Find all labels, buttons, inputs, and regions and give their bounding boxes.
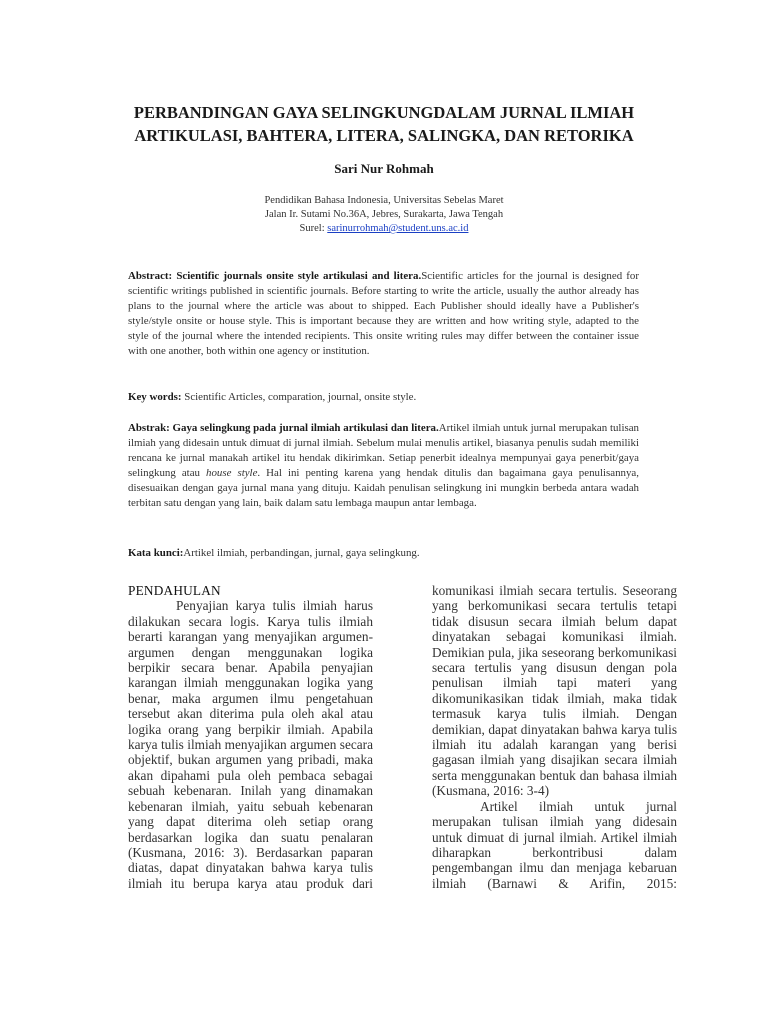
body-paragraph: Artikel ilmiah untuk jurnal merupakan tulisan ilmiah yang didesain untuk dimuat di jurnal ilmiah. Artikel ilmiah diharapkan berkontribusi dalam pengembangan ilmu dan menjaga kebaruan ilmiah (Barnawi & Arifin, 2015: <box>432 798 677 891</box>
email-link[interactable]: sarinurrohmah@student.uns.ac.id <box>327 223 469 234</box>
abstract-lead: Scientific journals onsite style artikulasi and litera. <box>172 270 422 282</box>
abstrak-body-part1: Artikel ilmiah untuk jurnal merupakan tulisan ilmiah yang didesain untuk dimuat di jurnal ilmiah. Sebelum mulai menulis artikel, biasanya penulis sudah memiliki rencana ke jurnal manakah artikel itu hendak dikirimkan. Setiap penerbit idealnya mempunyai gaya penerbit/gaya selingkung atau <box>128 422 639 479</box>
kata-kunci-label: Kata kunci: <box>128 547 184 559</box>
abstract-indonesian <box>128 421 639 511</box>
kata-kunci-text: Artikel ilmiah, perbandingan, jurnal, gaya selingkung. <box>183 547 420 559</box>
abstract-english <box>128 269 639 359</box>
body-right-column <box>432 583 677 891</box>
affiliation-line-1: Pendidikan Bahasa Indonesia, Universitas Sebelas Maret <box>264 195 504 206</box>
author-name: Sari Nur Rohmah <box>334 161 434 176</box>
section-heading: PENDAHULAN <box>128 583 221 598</box>
keywords-english <box>128 390 639 405</box>
body-paragraph: Penyajian karya tulis ilmiah harus dilakukan secara logis. Karya tulis ilmiah berarti karangan yang menyajikan argumen-argumen dengan menggunakan logika berpikir secara benar. Apabila penyajian karangan ilmiah menggunakan logika yang benar, maka argumen ilmu pengetahuan tersebut akan diterima pula oleh akal atau logika orang yang berpikir ilmiah. Apabila karya tulis ilmiah menyajikan argumen secara objektif, bukan argumen yang pribadi, maka akan dipahami pula oleh pembaca sebagai sebuah kebenaran. Inilah yang dinamakan kebenaran ilmiah, yaitu sebuah kebenaran yang dapat diterima oleh setiap orang berdasarkan logika dan suatu penalaran (Kusmana, 2016: 3). Berdasarkan paparan diatas, dapat dinyatakan bahwa karya tulis ilmiah itu berupa karya atau produk dari <box>128 598 373 891</box>
email-label: Surel: <box>299 223 328 234</box>
affiliation-line-2: Jalan Ir. Sutami No.36A, Jebres, Surakarta, Jawa Tengah <box>264 209 504 220</box>
abstrak-label: Abstrak: <box>128 422 170 434</box>
abstract-label: Abstract: <box>128 270 173 282</box>
email-line <box>0 222 768 236</box>
abstrak-lead: Gaya selingkung pada jurnal ilmiah artikulasi dan litera. <box>169 422 439 434</box>
keywords-indonesian <box>128 546 639 561</box>
abstract-body: Scientific articles for the journal is designed for scientific writings published in scientific journals. Before starting to write the article, usually the author already has plans to the journal where the article was about to shipped. Each Publisher should ideally have a Publisher's style/style onsite or house style. This is important because they are written and how writing style, adapted to the style of the journal where the intended recipients. This onsite writing rules may differ between the container issue with one another, both within one agency or institution. <box>128 270 639 357</box>
abstrak-body-part2: . Hal ini penting karena yang hendak ditulis dan bagaimana gaya penulisannya, disesuaikan dengan gaya jurnal mana yang dituju. Kaidah penulisan selingkung ini mungkin berbeda antara wadah terbitan satu dengan yang lain, baik dalam satu lembaga maupun antar lembaga. <box>128 467 639 509</box>
body-paragraph: komunikasi ilmiah secara tertulis. Seseorang yang berkomunikasi secara tertulis tetapi tidak disusun secara ilmiah belum dapat dinyatakan sebagai komunikasi ilmiah. Demikian pula, jika seseorang berkomunikasi secara tertulis yang disusun dengan pola penulisan ilmiah tapi materi yang dikomunikasikan tidak ilmiah, maka tidak termasuk karya tulis ilmiah. Dengan demikian, dapat dinyatakan bahwa karya tulis ilmiah itu adalah karangan yang berisi gagasan ilmiah yang disajikan secara ilmiah serta menggunakan bentuk dan bahasa ilmiah (Kusmana, 2016: 3-4) <box>432 583 677 799</box>
keywords-label: Key words: <box>128 391 182 403</box>
affiliation <box>0 194 768 236</box>
title-line-2: ARTIKULASI, BAHTERA, LITERA, SALINGKA, DAN RETORIKA <box>134 126 634 145</box>
body-left-column <box>128 583 373 891</box>
title-line-1: PERBANDINGAN GAYA SELINGKUNGDALAM JURNAL ILMIAH <box>133 103 635 122</box>
abstrak-text <box>128 421 639 511</box>
abstrak-italic-term: house style <box>206 467 258 479</box>
abstract-english-text <box>128 269 639 359</box>
keywords-text: Scientific Articles, comparation, journal, onsite style. <box>181 391 417 403</box>
paper-title <box>60 101 708 147</box>
